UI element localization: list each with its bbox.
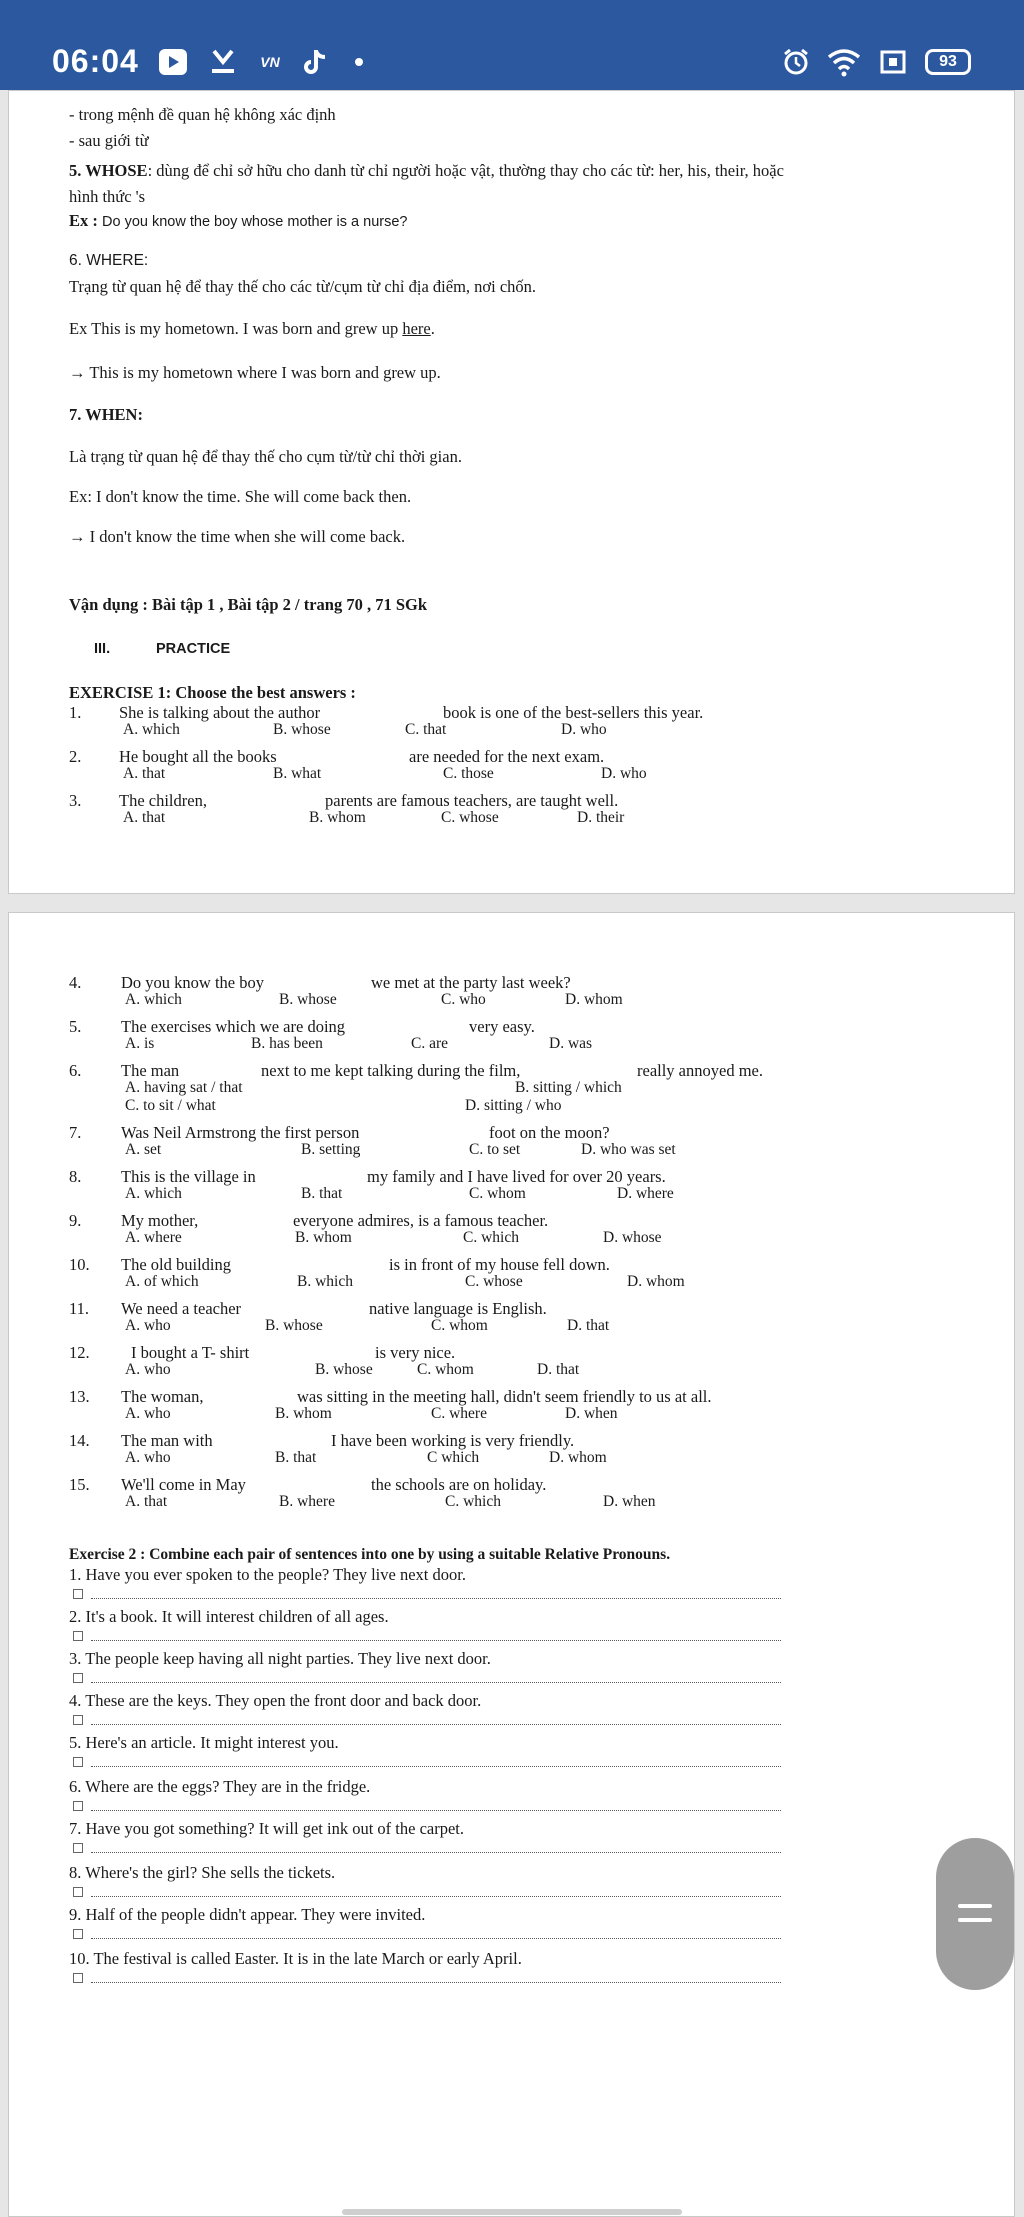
question-text: I have been working is very friendly. — [331, 1431, 575, 1450]
option-a: A. that — [123, 809, 166, 826]
question-text: I bought a T- shirt — [131, 1343, 250, 1362]
status-bar — [0, 0, 1024, 90]
answer-checkbox — [73, 1801, 83, 1811]
question-text: Do you know the boy — [121, 973, 264, 992]
answer-checkbox — [73, 1757, 83, 1767]
option-a: A. who — [125, 1449, 171, 1466]
option-b: B. whose — [273, 721, 331, 738]
question-number: 3. — [69, 791, 82, 810]
option-d: D. whom — [565, 991, 623, 1008]
question-text: native language is English. — [369, 1299, 547, 1318]
option-c: C. whose — [465, 1273, 523, 1290]
option-d: D. whom — [549, 1449, 607, 1466]
exercise2-item: 4. These are the keys. They open the front door and back door. — [69, 1691, 482, 1710]
scroll-grip-line — [958, 1918, 992, 1922]
question-number: 1. — [69, 703, 82, 722]
answer-line — [91, 1981, 781, 1983]
exercise2-item: 7. Have you got something? It will get ink out of the carpet. — [69, 1819, 464, 1838]
option-c: C. whom — [417, 1361, 474, 1378]
option-d: D. was — [549, 1035, 593, 1052]
answer-line — [91, 1765, 781, 1767]
question-text: book is one of the best-sellers this year. — [443, 703, 704, 722]
option-d: D. who was set — [581, 1141, 676, 1158]
question-text: She is talking about the author — [119, 703, 321, 722]
status-time: 06:04 — [52, 43, 139, 79]
answer-line — [91, 1809, 781, 1811]
option-a: A. who — [125, 1405, 171, 1422]
question-text: The children, — [119, 791, 207, 810]
option-c: C. whom — [469, 1185, 526, 1202]
doc-line: - sau giới từ — [69, 131, 149, 150]
question-text: very easy. — [469, 1017, 535, 1036]
alarm-icon — [780, 46, 812, 78]
question-text: we met at the party last week? — [371, 973, 571, 992]
option-a: A. which — [123, 721, 180, 738]
answer-checkbox — [73, 1589, 83, 1599]
option-c: C. are — [411, 1035, 449, 1052]
battery-icon: 93 — [925, 49, 971, 75]
doc-line: → This is my hometown where I was born and grew up. — [69, 363, 441, 382]
whose-heading: 5. WHOSE — [69, 161, 148, 180]
doc-line: Là trạng từ quan hệ để thay thế cho cụm từ/từ chỉ thời gian. — [69, 447, 462, 466]
vtv-icon: VN — [260, 54, 280, 70]
question-text: He bought all the books — [119, 747, 277, 766]
screen-icon — [878, 46, 908, 78]
option-c: C. who — [441, 991, 486, 1008]
exercise2-item: 10. The festival is called Easter. It is in the late March or early April. — [69, 1949, 522, 1968]
option-b: B. whom — [275, 1405, 332, 1422]
answer-checkbox — [73, 1887, 83, 1897]
doc-line: - trong mệnh đề quan hệ không xác định — [69, 105, 336, 124]
option-b: B. whom — [309, 809, 366, 826]
question-text: was sitting in the meeting hall, didn't seem friendly to us at all. — [297, 1387, 712, 1406]
tiktok-icon — [300, 46, 330, 78]
option-b: B. which — [297, 1273, 353, 1290]
option-b: B. where — [279, 1493, 335, 1510]
option-d: D. who — [561, 721, 607, 738]
option-d: D. who — [601, 765, 647, 782]
answer-line — [91, 1851, 781, 1853]
home-indicator[interactable] — [342, 2209, 682, 2215]
answer-checkbox — [73, 1715, 83, 1725]
exercise2-item: 3. The people keep having all night parties. They live next door. — [69, 1649, 491, 1668]
download-icon — [208, 46, 238, 78]
option-c: C. to set — [469, 1141, 521, 1158]
where-example — [69, 319, 435, 339]
option-b: B. what — [273, 765, 322, 782]
option-b: B. whom — [295, 1229, 352, 1246]
question-number: 5. — [69, 1017, 82, 1036]
whose-section — [69, 161, 784, 181]
question-text: is very nice. — [375, 1343, 456, 1362]
option-b: B. setting — [301, 1141, 361, 1158]
question-text: my family and I have lived for over 20 years. — [367, 1167, 666, 1186]
question-text: the schools are on holiday. — [371, 1475, 547, 1494]
doc-line: hình thức 's — [69, 187, 146, 206]
option-c: C. to sit / what — [125, 1097, 216, 1114]
question-number: 14. — [69, 1431, 90, 1450]
option-b: B. whose — [265, 1317, 323, 1334]
question-number: 11. — [69, 1299, 90, 1318]
practice-number: III. — [94, 641, 111, 657]
question-text: My mother, — [121, 1211, 199, 1230]
exercise2-item: 2. It's a book. It will interest children of all ages. — [69, 1607, 389, 1626]
option-b: B. that — [301, 1185, 343, 1202]
option-a: A. which — [125, 991, 182, 1008]
exercise1-title: EXERCISE 1: Choose the best answers : — [69, 683, 356, 702]
answer-line — [91, 1681, 781, 1683]
example-text: Ex This is my hometown. I was born and grew up — [69, 319, 403, 338]
exercise2-title: Exercise 2 : Combine each pair of sentences into one by using a suitable Relative Pronouns. — [69, 1546, 671, 1563]
whose-description: : dùng để chỉ sở hữu cho danh từ chỉ người hoặc vật, thường thay cho các từ: her, his, their, hoặc — [147, 161, 784, 180]
answer-checkbox — [73, 1843, 83, 1853]
question-number: 12. — [69, 1343, 90, 1362]
question-text: parents are famous teachers, are taught well. — [325, 791, 619, 810]
question-number: 13. — [69, 1387, 90, 1406]
option-c: C. whom — [431, 1317, 488, 1334]
question-number: 6. — [69, 1061, 82, 1080]
option-c: C. that — [405, 721, 447, 738]
question-text: foot on the moon? — [489, 1123, 610, 1142]
question-text: are needed for the next exam. — [409, 747, 605, 766]
question-text: is in front of my house fell down. — [389, 1255, 610, 1274]
option-a: A. set — [125, 1141, 162, 1158]
vandung-line: Vận dụng : Bài tập 1 , Bài tập 2 / trang 70 , 71 SGk — [69, 595, 428, 614]
option-b: B. that — [275, 1449, 317, 1466]
example-label: Ex : — [69, 211, 102, 230]
option-c: C. which — [463, 1229, 519, 1246]
question-text: We need a teacher — [121, 1299, 242, 1318]
question-text: The old building — [121, 1255, 231, 1274]
option-d: D. where — [617, 1185, 674, 1202]
option-a: A. which — [125, 1185, 182, 1202]
answer-checkbox — [73, 1973, 83, 1983]
doc-line: Trạng từ quan hệ để thay thế cho các từ/cụm từ chỉ địa điểm, nơi chốn. — [69, 277, 537, 296]
option-a: A. having sat / that — [125, 1079, 243, 1096]
practice-heading: PRACTICE — [156, 641, 231, 657]
question-text: Was Neil Armstrong the first person — [121, 1123, 360, 1142]
example-text: . — [430, 319, 435, 338]
option-c: C. whose — [441, 809, 499, 826]
youtube-icon — [156, 46, 190, 78]
option-b: B. has been — [251, 1035, 323, 1052]
question-text: The man — [121, 1061, 180, 1080]
document-page-2 — [8, 912, 1015, 2217]
option-d: D. whose — [603, 1229, 662, 1246]
when-heading: 7. WHEN: — [69, 405, 143, 424]
answer-line — [91, 1723, 781, 1725]
option-d: D. when — [603, 1493, 656, 1510]
option-d: D. that — [567, 1317, 610, 1334]
option-d: D. their — [577, 809, 625, 826]
option-c: C. where — [431, 1405, 487, 1422]
option-c: C. which — [445, 1493, 501, 1510]
answer-line — [91, 1895, 781, 1897]
example-underlined: here — [402, 319, 431, 338]
exercise2-item: 8. Where's the girl? She sells the tickets. — [69, 1863, 336, 1882]
scroll-grip-line — [958, 1904, 992, 1908]
question-text: next to me kept talking during the film, — [261, 1061, 521, 1080]
question-number: 7. — [69, 1123, 82, 1142]
answer-checkbox — [73, 1673, 83, 1683]
option-a: A. who — [125, 1317, 171, 1334]
wifi-icon — [826, 46, 862, 78]
example-text: Do you know the boy whose mother is a nurse? — [102, 214, 408, 230]
option-c: C which — [427, 1449, 480, 1466]
exercise2-item: 1. Have you ever spoken to the people? They live next door. — [69, 1565, 466, 1584]
answer-checkbox — [73, 1631, 83, 1641]
doc-line: Ex: I don't know the time. She will come back then. — [69, 487, 412, 506]
question-number: 10. — [69, 1255, 90, 1274]
question-text: We'll come in May — [121, 1475, 246, 1494]
document-page-1 — [8, 90, 1015, 894]
answer-line — [91, 1639, 781, 1641]
option-a: A. of which — [125, 1273, 199, 1290]
question-number: 4. — [69, 973, 82, 992]
question-text: The woman, — [121, 1387, 204, 1406]
option-d: D. that — [537, 1361, 580, 1378]
exercise2-item: 5. Here's an article. It might interest you. — [69, 1733, 339, 1752]
question-text: really annoyed me. — [637, 1061, 763, 1080]
doc-line: → I don't know the time when she will come back. — [69, 527, 406, 546]
question-number: 2. — [69, 747, 82, 766]
question-number: 9. — [69, 1211, 82, 1230]
option-d: D. whom — [627, 1273, 685, 1290]
option-a: A. that — [125, 1493, 168, 1510]
where-heading: 6. WHERE: — [69, 252, 149, 269]
option-b: B. whose — [279, 991, 337, 1008]
dot-icon — [352, 46, 366, 78]
question-text: The exercises which we are doing — [121, 1017, 346, 1036]
question-text: The man with — [121, 1431, 213, 1450]
option-a: A. that — [123, 765, 166, 782]
exercise2-item: 9. Half of the people didn't appear. They were invited. — [69, 1905, 426, 1924]
scroll-handle[interactable] — [936, 1838, 1014, 1990]
option-c: C. those — [443, 765, 494, 782]
exercise2-item: 6. Where are the eggs? They are in the fridge. — [69, 1777, 371, 1796]
question-text: This is the village in — [121, 1167, 256, 1186]
question-number: 8. — [69, 1167, 82, 1186]
answer-checkbox — [73, 1929, 83, 1939]
option-d: D. sitting / who — [465, 1097, 562, 1114]
option-a: A. is — [125, 1035, 155, 1052]
answer-line — [91, 1937, 781, 1939]
option-b: B. sitting / which — [515, 1079, 622, 1096]
option-b: B. whose — [315, 1361, 373, 1378]
option-a: A. who — [125, 1361, 171, 1378]
option-d: D. when — [565, 1405, 618, 1422]
answer-line — [91, 1597, 781, 1599]
question-number: 15. — [69, 1475, 90, 1494]
question-text: everyone admires, is a famous teacher. — [293, 1211, 549, 1230]
option-a: A. where — [125, 1229, 182, 1246]
whose-example — [69, 211, 407, 232]
